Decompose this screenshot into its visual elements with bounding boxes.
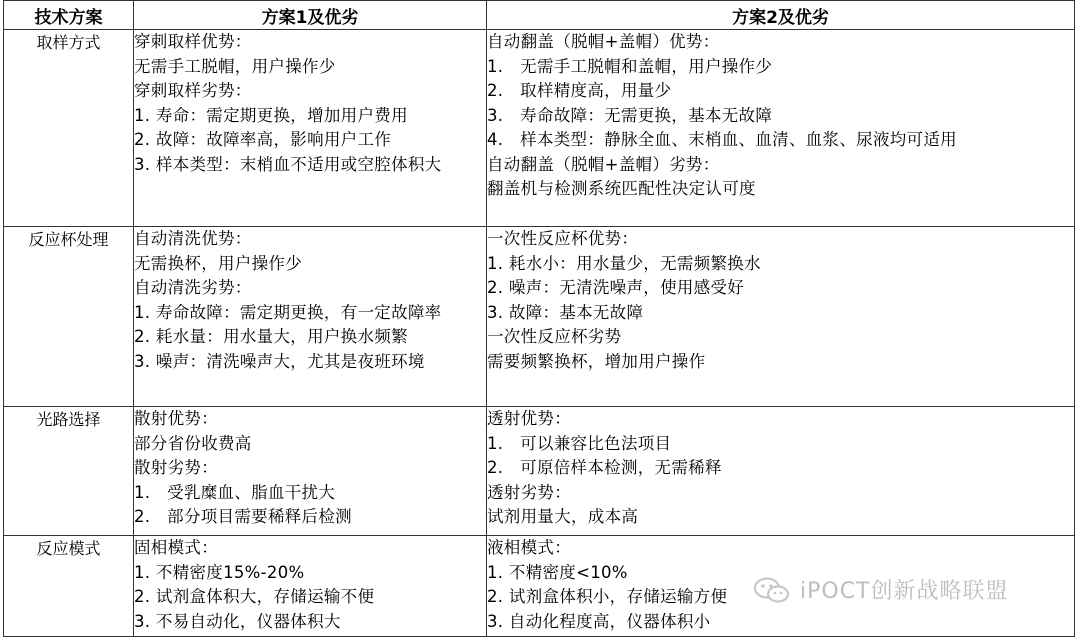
scheme2-cell <box>487 407 1075 536</box>
scheme1-line: 无需手工脱帽，用户操作少 <box>134 56 336 76</box>
scheme1-line: 1. 寿命：需定期更换，增加用户费用 <box>134 105 408 125</box>
scheme2-line: 翻盖机与检测系统匹配性决定认可度 <box>487 179 756 198</box>
scheme1-line: 2. 故障：故障率高，影响用户工作 <box>134 130 392 149</box>
header-scheme1: 方案1及优劣 <box>134 1 487 30</box>
row-label: 取样方式 <box>4 30 134 227</box>
scheme2-line: 2. 试剂盒体积小，存储运输方便 <box>487 587 728 606</box>
scheme2-line: 需要频繁换杯，增加用户操作 <box>487 351 706 371</box>
table-row <box>4 227 1075 407</box>
watermark-text: iPOCT创新战略联盟 <box>800 579 1009 604</box>
scheme2-line: 4. 样本类型：静脉全血、末梢血、血清、血浆、尿液均可适用 <box>487 130 957 149</box>
header-tech-scheme: 技术方案 <box>4 1 134 30</box>
scheme2-line: 1. 可以兼容比色法项目 <box>487 433 672 453</box>
header-row <box>4 1 1075 30</box>
row-label: 光路选择 <box>4 407 134 536</box>
header-scheme2: 方案2及优劣 <box>487 1 1075 30</box>
scheme1-line: 3. 不易自动化，仪器体积大 <box>134 611 341 631</box>
scheme1-cell <box>134 30 487 227</box>
scheme2-line: 1. 耗水小：用水量少，无需频繁换水 <box>487 253 761 273</box>
scheme2-line: 试剂用量大，成本高 <box>487 507 639 526</box>
scheme1-line: 穿刺取样劣势： <box>134 81 252 100</box>
scheme2-cell <box>487 30 1075 227</box>
scheme1-cell <box>134 407 487 536</box>
scheme2-line: 1. 无需手工脱帽和盖帽，用户操作少 <box>487 56 773 76</box>
scheme1-line: 无需换杯，用户操作少 <box>134 253 302 273</box>
comparison-table <box>3 0 1075 637</box>
scheme2-line: 透射劣势： <box>487 482 571 502</box>
scheme1-line: 1. 受乳糜血、脂血干扰大 <box>134 482 336 502</box>
row-label: 反应模式 <box>4 536 134 637</box>
table-row <box>4 30 1075 227</box>
scheme1-line: 自动清洗劣势： <box>134 278 252 297</box>
scheme2-line: 液相模式： <box>487 538 571 557</box>
scheme1-line: 3. 噪声：清洗噪声大，尤其是夜班环境 <box>134 351 425 371</box>
scheme1-line: 2. 试剂盒体积大，存储运输不便 <box>134 587 375 606</box>
wechat-icon <box>752 576 792 604</box>
watermark <box>752 574 1009 605</box>
scheme1-line: 3. 样本类型：末梢血不适用或空腔体积大 <box>134 154 442 174</box>
scheme2-line: 自动翻盖（脱帽+盖帽）优势： <box>487 32 720 51</box>
scheme1-line: 散射优势： <box>134 409 218 428</box>
row-label: 反应杯处理 <box>4 227 134 407</box>
scheme2-line: 3. 自动化程度高，仪器体积小 <box>487 611 711 631</box>
scheme2-line: 一次性反应杯优势： <box>487 229 639 248</box>
scheme1-line: 2. 耗水量：用水量大，用户换水频繁 <box>134 327 408 346</box>
scheme2-line: 2. 可原倍样本检测，无需稀释 <box>487 458 722 477</box>
scheme2-line: 3. 故障：基本无故障 <box>487 302 644 322</box>
scheme1-line: 自动清洗优势： <box>134 229 252 248</box>
scheme1-cell <box>134 536 487 637</box>
scheme1-line: 2. 部分项目需要稀释后检测 <box>134 507 352 526</box>
scheme1-line: 1. 寿命故障：需定期更换，有一定故障率 <box>134 302 442 322</box>
scheme2-line: 自动翻盖（脱帽+盖帽）劣势： <box>487 154 720 174</box>
scheme1-line: 部分省份收费高 <box>134 433 252 453</box>
scheme1-cell <box>134 227 487 407</box>
scheme2-line: 一次性反应杯劣势 <box>487 327 622 346</box>
scheme2-line: 2. 噪声：无清洗噪声，使用感受好 <box>487 278 745 297</box>
scheme2-line: 3. 寿命故障：无需更换，基本无故障 <box>487 105 773 125</box>
scheme2-cell <box>487 227 1075 407</box>
scheme1-line: 1. 不精密度15%-20% <box>134 562 305 582</box>
scheme2-line: 透射优势： <box>487 409 571 428</box>
table-row <box>4 407 1075 536</box>
scheme1-line: 散射劣势： <box>134 458 218 477</box>
scheme1-line: 穿刺取样优势： <box>134 32 252 51</box>
scheme2-line: 1. 不精密度<10% <box>487 562 628 582</box>
scheme2-line: 2. 取样精度高，用量少 <box>487 81 672 100</box>
scheme1-line: 固相模式： <box>134 538 218 557</box>
